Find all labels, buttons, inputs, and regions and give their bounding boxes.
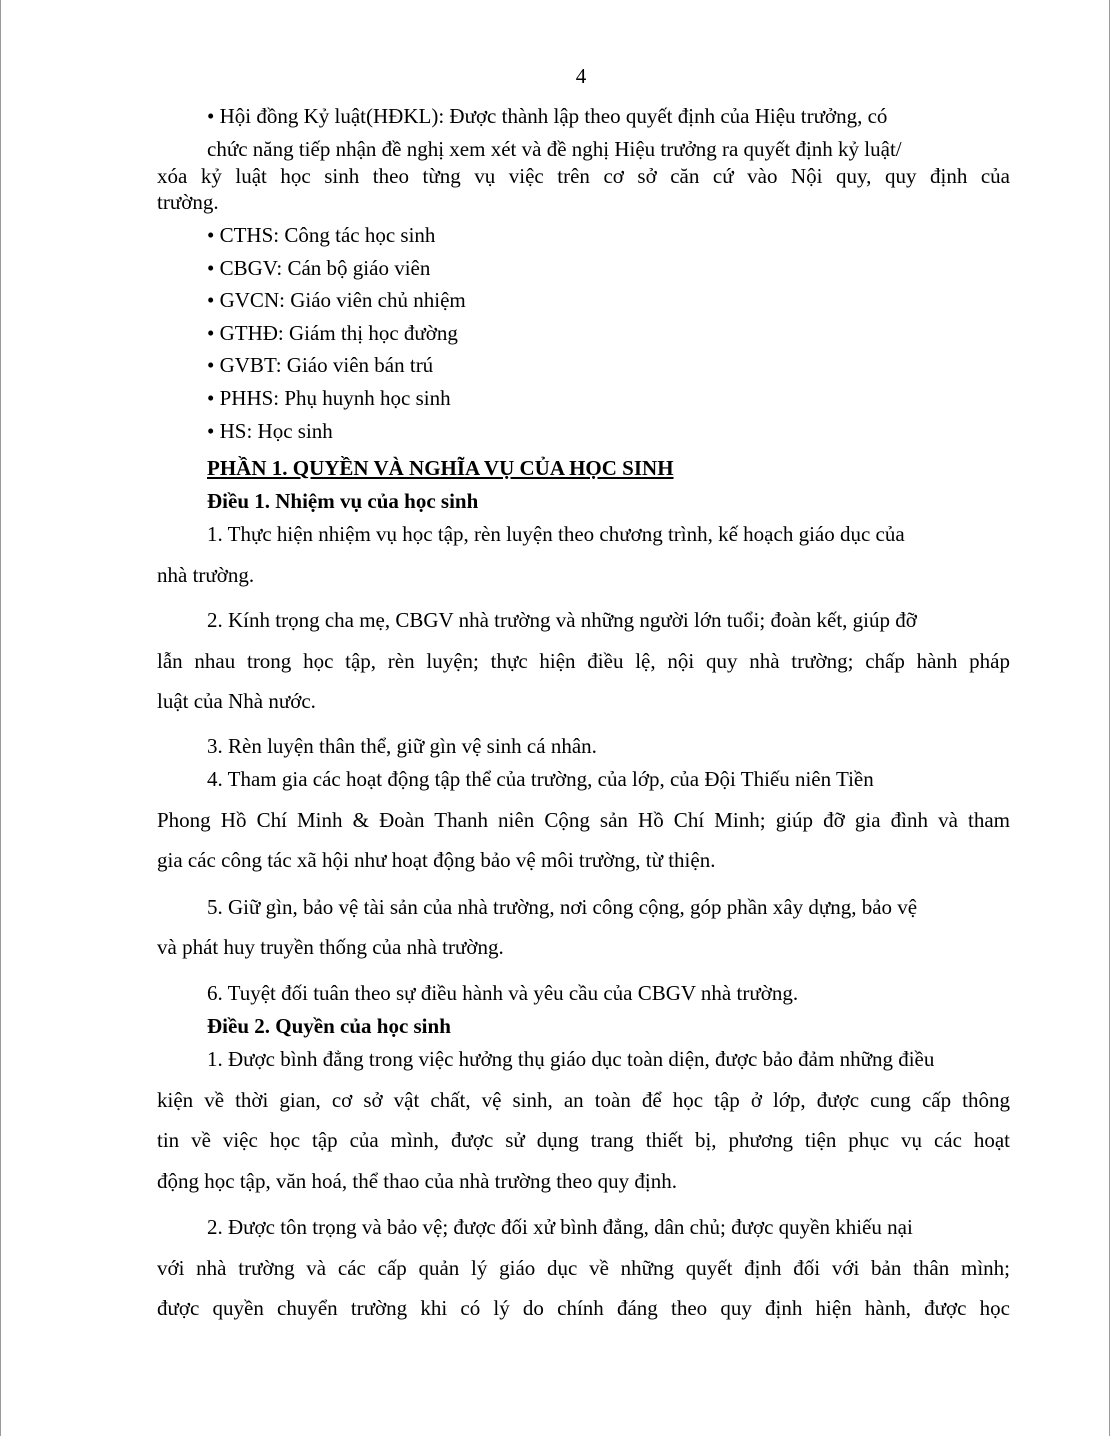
article-line: Phong Hồ Chí Minh & Đoàn Thanh niên Cộng sản Hồ Chí Minh; giúp đỡ gia đình và tham [157, 808, 1010, 832]
article-line: và phát huy truyền thống của nhà trường. [157, 935, 504, 959]
abbrev-item: • CTHS: Công tác học sinh [207, 223, 436, 247]
article-line: 2. Được tôn trọng và bảo vệ; được đối xử bình đẳng, dân chủ; được quyền khiếu nại [207, 1215, 913, 1239]
abbrev-item: • PHHS: Phụ huynh học sinh [207, 386, 451, 410]
part-heading: PHẦN 1. QUYỀN VÀ NGHĨA VỤ CỦA HỌC SINH [207, 456, 674, 480]
article-line: luật của Nhà nước. [157, 689, 316, 713]
article-line: động học tập, văn hoá, thể thao của nhà trường theo quy định. [157, 1169, 677, 1193]
hdkl-line-3: xóa kỷ luật học sinh theo từng vụ việc trên cơ sở căn cứ vào Nội quy, quy định của [157, 164, 1010, 188]
article-line: nhà trường. [157, 563, 255, 587]
hdkl-line-2: chức năng tiếp nhận đề nghị xem xét và đề nghị Hiệu trưởng ra quyết định kỷ luật/ [207, 137, 902, 161]
article-line: được quyền chuyển trường khi có lý do chính đáng theo quy định hiện hành, được học [157, 1296, 1010, 1320]
article-line: kiện về thời gian, cơ sở vật chất, vệ sinh, an toàn để học tập ở lớp, được cung cấp thông [157, 1088, 1010, 1112]
page-number: 4 [575, 64, 587, 88]
article-heading: Điều 1. Nhiệm vụ của học sinh [207, 489, 479, 513]
article-line: 1. Được bình đẳng trong việc hưởng thụ giáo dục toàn diện, được bảo đảm những điều [207, 1047, 935, 1071]
article-line: 1. Thực hiện nhiệm vụ học tập, rèn luyện theo chương trình, kế hoạch giáo dục của [207, 522, 905, 546]
abbrev-item: • HS: Học sinh [207, 419, 333, 443]
article-line: tin về việc học tập của mình, được sử dụng trang thiết bị, phương tiện phục vụ các hoạt [157, 1128, 1010, 1152]
hdkl-line-4: trường. [157, 190, 219, 214]
article-line: 3. Rèn luyện thân thể, giữ gìn vệ sinh cá nhân. [207, 734, 597, 758]
abbrev-item: • GVCN: Giáo viên chủ nhiệm [207, 288, 466, 312]
article-line: với nhà trường và các cấp quản lý giáo dục về những quyết định đối với bản thân mình; [157, 1256, 1010, 1280]
article-line: lẫn nhau trong học tập, rèn luyện; thực hiện điều lệ, nội quy nhà trường; chấp hành pháp [157, 649, 1010, 673]
hdkl-line-1: • Hội đồng Kỷ luật(HĐKL): Được thành lập theo quyết định của Hiệu trưởng, có [207, 104, 888, 128]
article-heading: Điều 2. Quyền của học sinh [207, 1014, 451, 1038]
article-line: 6. Tuyệt đối tuân theo sự điều hành và yêu cầu của CBGV nhà trường. [207, 981, 799, 1005]
abbrev-item: • GTHĐ: Giám thị học đường [207, 321, 458, 345]
article-line: 4. Tham gia các hoạt động tập thể của trường, của lớp, của Đội Thiếu niên Tiền [207, 767, 874, 791]
article-line: 2. Kính trọng cha mẹ, CBGV nhà trường và những người lớn tuổi; đoàn kết, giúp đỡ [207, 608, 917, 632]
abbrev-item: • GVBT: Giáo viên bán trú [207, 353, 434, 377]
article-line: gia các công tác xã hội như hoạt động bảo vệ môi trường, từ thiện. [157, 848, 716, 872]
article-line: 5. Giữ gìn, bảo vệ tài sản của nhà trường, nơi công cộng, góp phần xây dựng, bảo vệ [207, 895, 918, 919]
abbrev-item: • CBGV: Cán bộ giáo viên [207, 256, 431, 280]
